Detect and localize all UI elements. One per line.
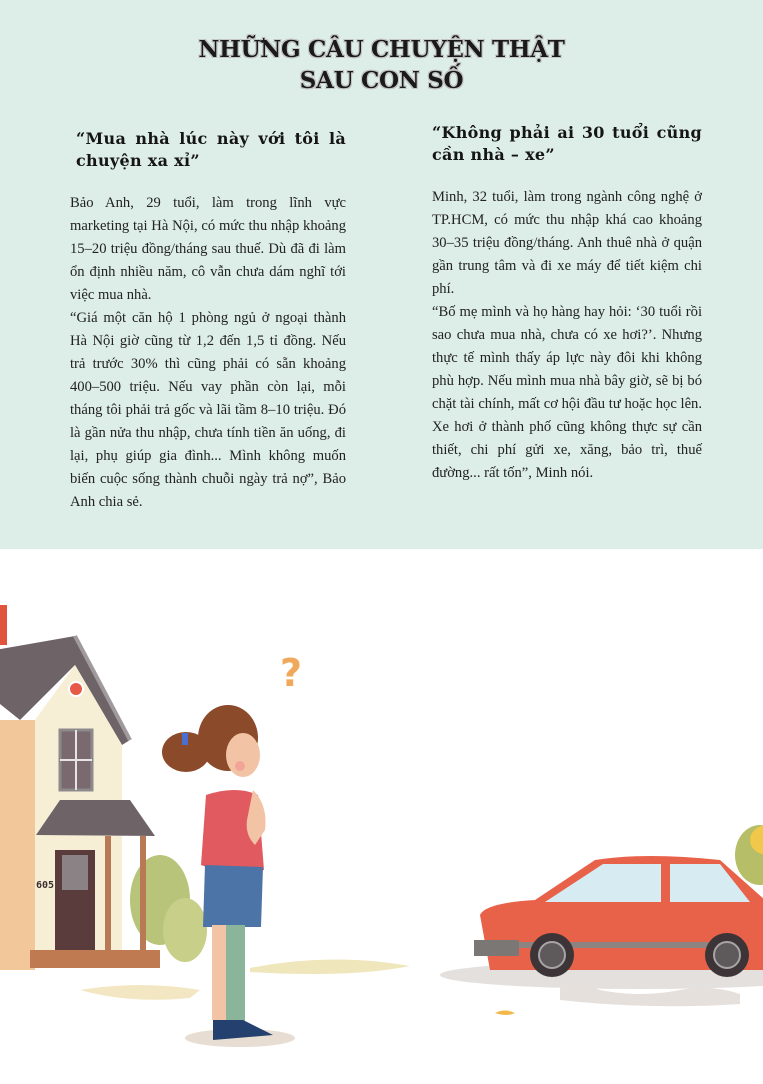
story-paragraph: Minh, 32 tuổi, làm trong ngành công nghệ ở TP.HCM, có mức thu nhập khá cao khoảng 30–35 triệu đồng/tháng. Anh thuê nhà ở quận gần trung tâm và đi xe máy để tiết kiệm chi phí. — [432, 189, 702, 297]
story-right — [432, 122, 702, 485]
question-mark-icon: ? — [280, 651, 303, 695]
page-title — [0, 34, 763, 96]
title-line-2: SAU CON SỐ — [299, 67, 464, 94]
story-quote: “Giá một căn hộ 1 phòng ngủ ở ngoại thành Hà Nội giờ cũng từ 1,2 đến 1,5 tỉ đồng. Nếu trả trước 30% thì cũng phải có sẵn khoảng 400–500 triệu. Nếu vay phần còn lại, mỗi tháng tôi phải trả gốc và lãi tầm 8–10 triệu. Đó là gần nửa thu nhập, chưa tính tiền ăn uống, đi lại, phụ giúp gia đình... Mình không muốn biến cuộc sống thành chuỗi ngày trả nợ”, Bảo Anh chia sẻ. — [70, 310, 346, 510]
illustration — [0, 549, 763, 1080]
story-paragraph: Bảo Anh, 29 tuổi, làm trong lĩnh vực marketing tại Hà Nội, có mức thu nhập khoảng 15–20 triệu đồng/tháng sau thuế. Dù đã đi làm ổn định nhiều năm, cô vẫn chưa dám nghĩ tới việc mua nhà. — [70, 195, 346, 303]
story-left — [70, 128, 346, 514]
house-number: 605 — [36, 880, 55, 891]
story-quote: “Bố mẹ mình và họ hàng hay hỏi: ‘30 tuổi rồi sao chưa mua nhà, chưa có xe hơi?’. Nhưng thực tế mình thấy áp lực này đôi khi không phù hợp. Nếu mình mua nhà bây giờ, sẽ bị bó chặt tài chính, mất cơ hội đầu tư hoặc học lên. Xe hơi ở thành phố cũng không thực sự cần thiết, chi phí gửi xe, xăng, bảo trì, thuế đường... rất tốn”, Minh nói. — [432, 304, 702, 481]
title-line-1: NHỮNG CÂU CHUYỆN THẬT — [198, 36, 565, 63]
story-heading: “Mua nhà lúc này với tôi là chuyện xa xỉ” — [76, 129, 346, 170]
story-heading: “Không phải ai 30 tuổi cũng cần nhà – xe” — [432, 123, 702, 164]
car-icon — [474, 856, 763, 977]
